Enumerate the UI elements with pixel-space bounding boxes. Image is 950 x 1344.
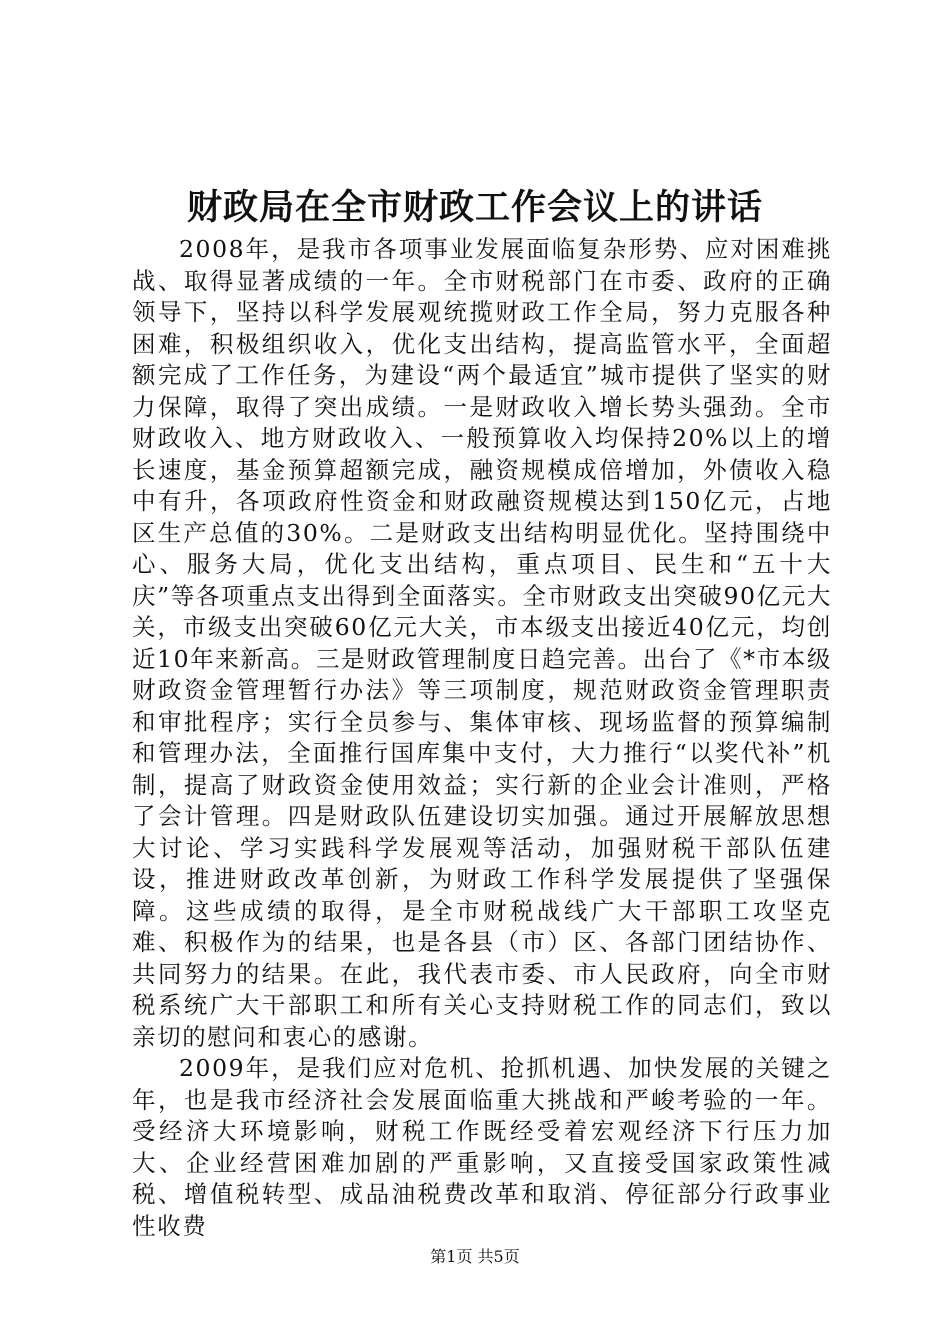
body-paragraph-1: 2008年，是我市各项事业发展面临复杂形势、应对困难挑战、取得显著成绩的一年。全市财税部门在市委、政府的正确领导下，坚持以科学发展观统揽财政工作全局，努力克服各种困难，积极组织收入，优化支出结构，提高监管水平，全面超额完成了工作任务，为建设“两个最适宜”城市提供了坚实的财力保障，取得了突出成绩。一是财政收入增长势头强劲。全市财政收入、地方财政收入、一般预算收入均保持20%以上的增长速度，基金预算超额完成，融资规模成倍增加，外债收入稳中有升，各项政府性资金和财政融资规模达到150亿元，占地区生产总值的30%。二是财政支出结构明显优化。坚持围绕中心、服务大局，优化支出结构，重点项目、民生和“五十大庆”等各项重点支出得到全面落实。全市财政支出突破90亿元大关，市级支出突破60亿元大关，市本级支出接近40亿元，均创近10年来新高。三是财政管理制度日趋完善。出台了《*市本级财政资金管理暂行办法》等三项制度，规范财政资金管理职责和审批程序；实行全员参与、集体审核、现场监督的预算编制和管理办法，全面推行国库集中支付，大力推行“以奖代补”机制，提高了财政资金使用效益；实行新的企业会计准则，严格了会计管理。四是财政队伍建设切实加强。通过开展解放思想大讨论、学习实践科学发展观等活动，加强财税干部队伍建设，推进财政改革创新，为财政工作科学发展提供了坚强保障。这些成绩的取得，是全市财税战线广大干部职工攻坚克难、积极作为的结果，也是各县（市）区、各部门团结协作、共同努力的结果。在此，我代表市委、市人民政府，向全市财税系统广大干部职工和所有关心支持财税工作的同志们，致以亲切的慰问和衷心的感谢。 [132,235,832,1051]
body-paragraph-2: 2009年，是我们应对危机、抢抓机遇、加快发展的关键之年，也是我市经济社会发展面临重大挑战和严峻考验的一年。受经济大环境影响，财税工作既经受着宏观经济下行压力加大、企业经营困难加剧的严重影响，又直接受国家政策性减税、增值税转型、成品油税费改革和取消、停征部分行政事业性收费 [132,1054,832,1240]
document-title: 财政局在全市财政工作会议上的讲话 [186,187,763,228]
document-body [132,234,832,1242]
page-footer: 第1页 共5页 [430,1247,520,1266]
